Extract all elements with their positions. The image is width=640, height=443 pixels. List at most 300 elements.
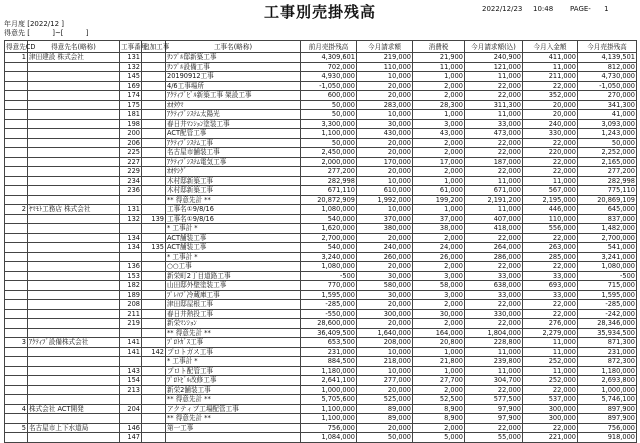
additional-work-cell: 139 — [142, 214, 166, 224]
customer-cd-cell — [5, 347, 28, 357]
tax-cell: 2,000 — [413, 423, 465, 433]
customer-name-cell — [28, 300, 120, 310]
customer-name-cell — [28, 167, 120, 177]
prev-balance-cell: 20,872,909 — [301, 195, 357, 205]
received-cell: 537,000 — [523, 395, 578, 405]
billed-cell: 20,000 — [357, 233, 413, 243]
table-header-row — [5, 41, 637, 53]
tax-cell: 8,900 — [413, 414, 465, 424]
work-name-cell: 春日井熱投工事 — [166, 309, 301, 319]
customer-cd-cell — [5, 157, 28, 167]
balance-cell: 28,346,000 — [578, 319, 637, 329]
tax-cell: 1,000 — [413, 366, 465, 376]
col-header-work-no: 工事番号 — [121, 42, 148, 51]
table-row — [5, 290, 637, 300]
balance-cell: 4,730,000 — [578, 72, 637, 82]
table-row — [5, 167, 637, 177]
table-row — [5, 148, 637, 158]
table-row — [5, 81, 637, 91]
received-cell: 22,000 — [523, 81, 578, 91]
tax-cell: 38,000 — [413, 224, 465, 234]
balance-cell: 282,998 — [578, 176, 637, 186]
customer-cd-cell — [5, 233, 28, 243]
work-name-cell: ﾌﾟﾛﾄﾋﾞﾙ改修工事 — [166, 376, 301, 386]
received-cell: 252,000 — [523, 376, 578, 386]
billed-cell: 30,000 — [357, 271, 413, 281]
table-row — [5, 205, 637, 215]
received-cell: 2,195,000 — [523, 195, 578, 205]
work-name-cell: * 工事計 * — [166, 357, 301, 367]
table-body — [5, 53, 637, 443]
balance-cell: 231,000 — [578, 347, 637, 357]
additional-work-cell — [142, 53, 166, 63]
work-no-cell: 204 — [120, 404, 142, 414]
tax-cell: 2,000 — [413, 81, 465, 91]
billed-cell: 20,000 — [357, 91, 413, 101]
tax-cell: 199,200 — [413, 195, 465, 205]
subtotal-row — [5, 224, 637, 234]
table-row — [5, 100, 637, 110]
table-row — [5, 366, 637, 376]
billed-incl-tax-cell: 187,000 — [465, 157, 523, 167]
billed-cell: 30,000 — [357, 119, 413, 129]
customer-cd-cell: 3 — [5, 338, 28, 348]
customer-name-cell: 株式会社 ACT開発 — [28, 404, 120, 414]
customer-name-cell — [28, 129, 120, 139]
customer-name-cell — [28, 366, 120, 376]
additional-work-cell — [142, 385, 166, 395]
balance-cell: -1,050,000 — [578, 81, 637, 91]
tax-cell: 58,000 — [413, 281, 465, 291]
customer-cd-cell — [5, 385, 28, 395]
prev-balance-cell: 1,100,000 — [301, 414, 357, 424]
customer-name-cell — [28, 81, 120, 91]
balance-cell: 541,000 — [578, 243, 637, 253]
work-name-cell: 工事名①9/8/16 — [166, 205, 301, 215]
additional-work-cell — [142, 186, 166, 196]
received-cell: 276,000 — [523, 319, 578, 329]
work-name-cell: ACT配管工事 — [166, 129, 301, 139]
tax-cell: 3,000 — [413, 271, 465, 281]
balance-cell: 270,000 — [578, 91, 637, 101]
prev-balance-cell: 4,930,000 — [301, 72, 357, 82]
billed-cell: 525,000 — [357, 395, 413, 405]
received-cell: 556,000 — [523, 224, 578, 234]
customer-cd-cell — [5, 119, 28, 129]
balance-cell: 897,900 — [578, 404, 637, 414]
subtotal-row — [5, 357, 637, 367]
billed-cell: 20,000 — [357, 319, 413, 329]
table-row — [5, 385, 637, 395]
additional-work-cell — [142, 100, 166, 110]
work-no-cell: 213 — [120, 385, 142, 395]
prev-balance-cell: 1,100,000 — [301, 129, 357, 139]
additional-work-cell — [142, 119, 166, 129]
work-no-cell — [120, 357, 142, 367]
prev-balance-cell: 2,700,000 — [301, 233, 357, 243]
work-name-cell — [166, 433, 301, 443]
customer-cd-cell — [5, 357, 28, 367]
tax-cell: 37,000 — [413, 214, 465, 224]
billed-cell: 580,000 — [357, 281, 413, 291]
work-name-cell: ** 得意先計 ** — [166, 328, 301, 338]
received-cell: 22,000 — [523, 138, 578, 148]
received-cell: 22,000 — [523, 300, 578, 310]
customer-name-cell — [28, 328, 120, 338]
prev-balance-cell: 2,450,000 — [301, 148, 357, 158]
tax-cell: 2,000 — [413, 167, 465, 177]
customer-name-cell — [28, 347, 120, 357]
table-row — [5, 309, 637, 319]
additional-work-cell — [142, 176, 166, 186]
customer-name-cell — [28, 290, 120, 300]
customer-name-cell — [28, 357, 120, 367]
customer-name-cell — [28, 262, 120, 272]
work-no-cell: 132 — [120, 214, 142, 224]
customer-cd-cell: 5 — [5, 423, 28, 433]
customer-cd-cell — [5, 176, 28, 186]
received-cell: 2,279,000 — [523, 328, 578, 338]
additional-work-cell — [142, 224, 166, 234]
balance-cell: 2,252,000 — [578, 148, 637, 158]
prev-balance-cell: 671,110 — [301, 186, 357, 196]
additional-work-cell — [142, 338, 166, 348]
prev-balance-cell: 1,080,000 — [301, 262, 357, 272]
additional-work-cell — [142, 357, 166, 367]
billed-cell: 1,992,000 — [357, 195, 413, 205]
table-row — [5, 281, 637, 291]
work-name-cell: ｵｵｻｼｸﾞ — [166, 167, 301, 177]
additional-work-cell — [142, 414, 166, 424]
prev-balance-cell: 231,000 — [301, 347, 357, 357]
additional-work-cell — [142, 262, 166, 272]
billed-incl-tax-cell: 304,700 — [465, 376, 523, 386]
prev-balance-cell: -285,000 — [301, 300, 357, 310]
tax-cell: 2,000 — [413, 233, 465, 243]
customer-cd-cell — [5, 224, 28, 234]
customer-name-cell — [28, 214, 120, 224]
work-no-cell: 131 — [120, 205, 142, 215]
billed-incl-tax-cell: 55,000 — [465, 433, 523, 443]
customer-cd-cell — [5, 300, 28, 310]
customer-cd-cell — [5, 110, 28, 120]
table-row — [5, 404, 637, 414]
tax-cell: 2,000 — [413, 148, 465, 158]
page-indicator — [570, 5, 609, 13]
table-row — [5, 138, 637, 148]
received-cell: 567,000 — [523, 186, 578, 196]
work-name-cell: 4/6工事場所 — [166, 81, 301, 91]
work-no-cell — [120, 252, 142, 262]
billed-incl-tax-cell: 33,000 — [465, 119, 523, 129]
received-cell: 285,000 — [523, 252, 578, 262]
balance-cell: 1,080,000 — [578, 262, 637, 272]
received-cell: 263,000 — [523, 243, 578, 253]
tax-cell: 2,000 — [413, 138, 465, 148]
customer-cd-cell — [5, 376, 28, 386]
balance-cell: 871,300 — [578, 338, 637, 348]
customer-name-cell — [28, 148, 120, 158]
billed-cell: 430,000 — [357, 129, 413, 139]
prev-balance-cell: 1,100,000 — [301, 404, 357, 414]
customer-cd-cell — [5, 129, 28, 139]
work-name-cell: 春日井ﾏﾝｼｮﾝ塗装工事 — [166, 119, 301, 129]
billed-incl-tax-cell: 22,000 — [465, 262, 523, 272]
tax-cell: 17,000 — [413, 157, 465, 167]
received-cell: 11,000 — [523, 347, 578, 357]
customer-cd-cell — [5, 81, 28, 91]
additional-work-cell — [142, 290, 166, 300]
additional-work-cell — [142, 300, 166, 310]
billed-incl-tax-cell: 577,500 — [465, 395, 523, 405]
billed-incl-tax-cell: 2,191,200 — [465, 195, 523, 205]
balance-cell: 837,000 — [578, 214, 637, 224]
customer-cd-cell — [5, 100, 28, 110]
additional-work-cell — [142, 205, 166, 215]
work-no-cell: 134 — [120, 233, 142, 243]
billed-cell: 89,000 — [357, 414, 413, 424]
work-no-cell — [120, 224, 142, 234]
balance-cell: 41,000 — [578, 110, 637, 120]
customer-cd-cell — [5, 167, 28, 177]
received-cell: 22,000 — [523, 385, 578, 395]
billed-cell: 110,000 — [357, 62, 413, 72]
received-cell: 33,000 — [523, 290, 578, 300]
work-no-cell: 208 — [120, 300, 142, 310]
work-no-cell: 141 — [120, 347, 142, 357]
additional-work-cell: 135 — [142, 243, 166, 253]
balance-cell: 3,241,000 — [578, 252, 637, 262]
billed-incl-tax-cell: 11,000 — [465, 110, 523, 120]
balance-cell: 5,746,100 — [578, 395, 637, 405]
billed-cell: 208,000 — [357, 338, 413, 348]
billed-incl-tax-cell: 330,000 — [465, 309, 523, 319]
balance-cell: 918,000 — [578, 433, 637, 443]
additional-work-cell — [142, 423, 166, 433]
billed-incl-tax-cell: 22,000 — [465, 91, 523, 101]
page-label: PAGE- — [570, 5, 591, 13]
work-no-cell: 227 — [120, 157, 142, 167]
prev-balance-cell: 1,000,000 — [301, 385, 357, 395]
prev-balance-cell: 653,500 — [301, 338, 357, 348]
table-row — [5, 186, 637, 196]
customer-cd-cell — [5, 328, 28, 338]
billed-incl-tax-cell: 11,000 — [465, 347, 523, 357]
balance-cell: -285,000 — [578, 300, 637, 310]
billed-incl-tax-cell: 228,800 — [465, 338, 523, 348]
work-name-cell: アクティブ工場配管工事 — [166, 404, 301, 414]
additional-work-cell — [142, 252, 166, 262]
table-row — [5, 176, 637, 186]
work-name-cell: ｱｸﾃｨﾌﾞｼｽﾃﾑ工事 — [166, 138, 301, 148]
work-name-cell: 新栄ﾏﾝｼｮﾝ — [166, 319, 301, 329]
balance-cell: 1,180,000 — [578, 366, 637, 376]
customer-name-cell — [28, 233, 120, 243]
customer-cd-cell — [5, 262, 28, 272]
tax-cell: 3,000 — [413, 119, 465, 129]
billed-cell: 10,000 — [357, 72, 413, 82]
billed-incl-tax-cell: 22,000 — [465, 167, 523, 177]
billed-incl-tax-cell: 22,000 — [465, 233, 523, 243]
work-no-cell: 182 — [120, 281, 142, 291]
billed-cell: 20,000 — [357, 167, 413, 177]
prev-balance-cell: 1,084,000 — [301, 433, 357, 443]
subtotal-row — [5, 395, 637, 405]
billed-incl-tax-cell: 638,000 — [465, 281, 523, 291]
tax-cell: 11,000 — [413, 62, 465, 72]
customer-name-cell — [28, 252, 120, 262]
tax-cell: 1,000 — [413, 347, 465, 357]
billed-cell: 10,000 — [357, 176, 413, 186]
prev-balance-cell: -1,050,000 — [301, 81, 357, 91]
billed-cell: 218,000 — [357, 357, 413, 367]
received-cell: 20,000 — [523, 110, 578, 120]
subtotal-row — [5, 195, 637, 205]
prev-balance-cell: 540,000 — [301, 243, 357, 253]
table-row — [5, 53, 637, 63]
tax-cell: 26,000 — [413, 252, 465, 262]
billed-cell: 20,000 — [357, 385, 413, 395]
customer-cd-cell — [5, 72, 28, 82]
table-row — [5, 91, 637, 101]
customer-cd-cell — [5, 252, 28, 262]
table-row — [5, 119, 637, 129]
customer-cd-cell — [5, 243, 28, 253]
customer-name-cell — [28, 224, 120, 234]
additional-work-cell — [142, 72, 166, 82]
work-name-cell: 木村邸新築工事 — [166, 186, 301, 196]
balance-cell: 812,000 — [578, 62, 637, 72]
balance-cell: -242,000 — [578, 309, 637, 319]
billed-incl-tax-cell: 22,000 — [465, 148, 523, 158]
print-date: 2022/12/23 — [482, 5, 523, 13]
prev-balance-cell: 3,300,000 — [301, 119, 357, 129]
work-no-cell: 132 — [120, 62, 142, 72]
work-name-cell: * 工事計 * — [166, 252, 301, 262]
billed-incl-tax-cell: 264,000 — [465, 243, 523, 253]
tax-cell: 43,000 — [413, 129, 465, 139]
customer-name-cell — [28, 186, 120, 196]
billed-cell: 1,640,000 — [357, 328, 413, 338]
received-cell: 33,000 — [523, 271, 578, 281]
table-row — [5, 338, 637, 348]
work-name-cell: 20190912工事 — [166, 72, 301, 82]
billed-cell: 20,000 — [357, 300, 413, 310]
billed-incl-tax-cell: 311,300 — [465, 100, 523, 110]
billed-cell: 10,000 — [357, 366, 413, 376]
customer-name-cell — [28, 271, 120, 281]
prev-balance-cell: 50,000 — [301, 110, 357, 120]
balance-cell: 50,000 — [578, 138, 637, 148]
work-name-cell: 新栄町2丁目道路工事 — [166, 271, 301, 281]
balance-cell: 756,000 — [578, 423, 637, 433]
work-name-cell: ｻﾝﾌﾟﾙ設備工事 — [166, 62, 301, 72]
customer-name-cell — [28, 433, 120, 443]
received-cell: 22,000 — [523, 262, 578, 272]
additional-work-cell — [142, 271, 166, 281]
balance-cell: 1,243,000 — [578, 129, 637, 139]
balance-cell: 1,000,000 — [578, 385, 637, 395]
customer-name-cell — [28, 176, 120, 186]
billed-incl-tax-cell: 22,000 — [465, 300, 523, 310]
work-name-cell: 名古屋市舗装工事 — [166, 148, 301, 158]
received-cell: 300,000 — [523, 414, 578, 424]
billed-cell: 50,000 — [357, 433, 413, 443]
prev-balance-cell: 28,600,000 — [301, 319, 357, 329]
table-row — [5, 376, 637, 386]
billed-incl-tax-cell: 97,900 — [465, 404, 523, 414]
billed-cell: 30,000 — [357, 290, 413, 300]
received-cell: 11,000 — [523, 338, 578, 348]
customer-cd-cell — [5, 138, 28, 148]
work-no-cell: 134 — [120, 243, 142, 253]
tax-cell: 27,700 — [413, 376, 465, 386]
customer-name-cell — [28, 281, 120, 291]
received-cell: 693,000 — [523, 281, 578, 291]
customer-cd-cell — [5, 195, 28, 205]
period-filter: 年月度 [2022/12 ] — [4, 20, 64, 28]
billed-incl-tax-cell: 22,000 — [465, 385, 523, 395]
billed-cell: 300,000 — [357, 309, 413, 319]
additional-work-cell — [142, 366, 166, 376]
receivables-table — [4, 40, 637, 443]
work-name-cell: ﾌﾟﾛﾄｶﾞｽ工事 — [166, 338, 301, 348]
prev-balance-cell: 282,998 — [301, 176, 357, 186]
prev-balance-cell: 702,000 — [301, 62, 357, 72]
work-no-cell: 145 — [120, 72, 142, 82]
customer-cd-cell — [5, 433, 28, 443]
work-name-cell: 新栄2舗装工事 — [166, 385, 301, 395]
customer-cd-cell — [5, 186, 28, 196]
customer-range-filter: 得意先 [ ]~[ ] — [4, 29, 89, 37]
balance-cell: 872,300 — [578, 357, 637, 367]
table-row — [5, 62, 637, 72]
work-no-cell: 200 — [120, 129, 142, 139]
prev-balance-cell: 1,595,000 — [301, 290, 357, 300]
additional-work-cell — [142, 233, 166, 243]
prev-balance-cell: 2,000,000 — [301, 157, 357, 167]
prev-balance-cell: -500 — [301, 271, 357, 281]
work-no-cell: 229 — [120, 167, 142, 177]
balance-cell: 35,934,500 — [578, 328, 637, 338]
col-header-customer-name: 得意先名(略称) — [28, 41, 120, 53]
work-no-cell: 175 — [120, 100, 142, 110]
billed-cell: 20,000 — [357, 423, 413, 433]
received-cell: 11,000 — [523, 176, 578, 186]
billed-incl-tax-cell: 473,000 — [465, 129, 523, 139]
tax-cell: 52,500 — [413, 395, 465, 405]
tax-cell: 1,000 — [413, 72, 465, 82]
customer-cd-cell — [5, 309, 28, 319]
work-no-cell: 234 — [120, 176, 142, 186]
tax-cell: 20,800 — [413, 338, 465, 348]
customer-cd-cell — [5, 281, 28, 291]
table-row — [5, 262, 637, 272]
table-row — [5, 214, 637, 224]
billed-cell: 277,000 — [357, 376, 413, 386]
customer-name-cell — [28, 309, 120, 319]
customer-cd-cell: 2 — [5, 205, 28, 215]
table-row — [5, 319, 637, 329]
balance-cell: 715,000 — [578, 281, 637, 291]
customer-cd-cell — [5, 395, 28, 405]
additional-work-cell — [142, 110, 166, 120]
additional-work-cell — [142, 138, 166, 148]
billed-cell: 370,000 — [357, 214, 413, 224]
billed-incl-tax-cell: 1,804,000 — [465, 328, 523, 338]
received-cell: 22,000 — [523, 157, 578, 167]
customer-name-cell — [28, 195, 120, 205]
